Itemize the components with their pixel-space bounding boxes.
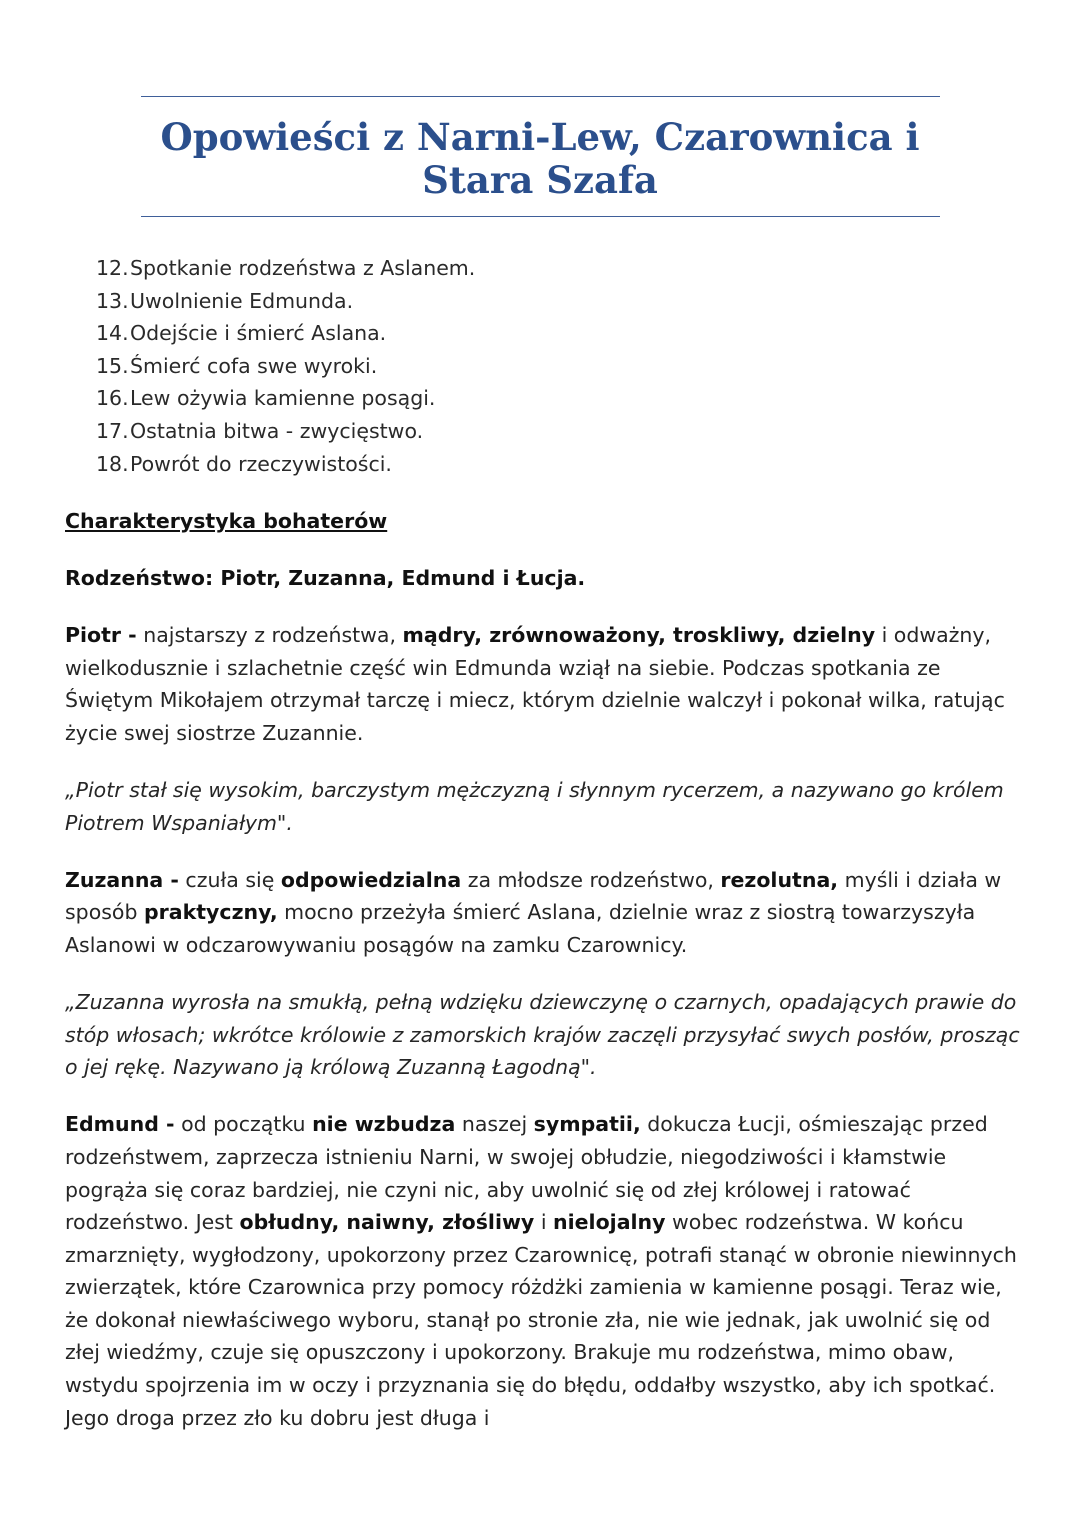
item-number: 18. [96,451,129,476]
item-text: Śmierć cofa swe wyroki. [130,353,378,378]
bold-run: praktyczny, [144,900,278,925]
edmund-name: Edmund - [65,1112,175,1137]
item-text: Ostatnia bitwa - zwycięstwo. [130,418,424,443]
text-run: dokucza Łucji, ośmieszając przed rodzeństwem, zaprzecza istnieniu Narni, w swojej obłudzie, niegodziwości i kłamstwie pogrąża się coraz bardziej, nie czyni nic, aby uwolnić się od złej królowej i ratować rodzeństwo. Jest [65,1112,988,1235]
list-item [96,415,475,448]
list-item [96,382,475,415]
siblings-heading: Rodzeństwo: Piotr, Zuzanna, Edmund i Łucja. [65,566,586,591]
edmund-paragraph [65,1108,1025,1434]
piotr-paragraph [65,619,1025,749]
item-number: 16. [96,386,129,411]
list-item [96,285,475,318]
bold-run: odpowiedzialna [280,867,462,892]
bold-run: mądry, zrównoważony, troskliwy, dzielny [402,623,876,648]
piotr-name: Piotr - [65,623,137,648]
page-title [140,116,940,202]
title-line-1: Opowieści z Narni-Lew, Czarownica i [160,115,920,159]
item-number: 14. [96,321,129,346]
bold-run: obłudny, naiwny, złośliwy [239,1210,535,1235]
text-run: naszej [455,1112,534,1137]
zuzanna-quote: „Zuzanna wyrosła na smukłą, pełną wdzięku dziewczynę o czarnych, opadających prawie do stóp włosach; wkrótce królowie z zamorskich krajów zaczęli przysyłać swych posłów, prosząc o jej rękę. Nazywano ją królową Zuzanną Łagodną". [65,990,1020,1080]
bold-run: nielojalny [553,1210,666,1235]
title-line-2: Stara Szafa [422,158,658,202]
text-run: wobec rodzeństwa. W końcu zmarznięty, wygłodzony, upokorzony przez Czarownicę, potrafi stanąć w obronie niewinnych zwierzątek, które Czarownica przy pomocy różdżki zamienia w kamienne posągi. Teraz wie, że dokonał niewłaściwego wyboru, stanął po stronie zła, nie wie jednak, jak uwolnić się od złej wiedźmy, czuje się opuszczony i upokorzony. Brakuje mu rodzeństwa, mimo obaw, wstydu spojrzenia im w oczy i przyznania się do błędu, oddałby wszystko, aby ich spotkać. Jego droga przez zło ku dobru jest długa i [65,1210,1017,1430]
item-text: Uwolnienie Edmunda. [130,288,354,313]
list-item [96,350,475,383]
list-item [96,317,475,350]
title-rule-bottom [141,216,940,217]
item-number: 15. [96,353,129,378]
item-number: 12. [96,256,129,280]
item-text: Odejście i śmierć Aslana. [130,321,387,346]
list-item [96,448,475,481]
bold-run: rezolutna, [720,867,839,892]
item-text: Powrót do rzeczywistości. [130,451,392,476]
zuzanna-paragraph [65,864,1025,962]
main-content [65,505,1025,1459]
text-run: od początku [174,1112,313,1137]
item-text: Lew ożywia kamienne posągi. [130,386,436,411]
bold-run: sympatii, [533,1112,641,1137]
piotr-quote: „Piotr stał się wysokim, barczystym mężczyzną i słynnym rycerzem, a nazywano go królem Piotrem Wspaniałym". [65,778,1004,835]
section-heading: Charakterystyka bohaterów [65,509,388,533]
text-run: mocno przeżyła śmierć Aslana, dzielnie wraz z siostrą towarzyszyła Aslanowi w odczarowywaniu posągów na zamku Czarownicy. [65,900,976,957]
text-run: za młodsze rodzeństwo, [461,867,721,892]
text-run: najstarszy z rodzeństwa, [136,623,403,648]
events-list [96,252,475,480]
item-number: 17. [96,418,129,443]
list-item [96,252,475,285]
item-text: Spotkanie rodzeństwa z Aslanem. [130,256,476,280]
bold-run: nie wzbudza [312,1112,456,1137]
text-run: i odważny, wielkodusznie i szlachetnie część win Edmunda wziął na siebie. Podczas spotkania ze Świętym Mikołajem otrzymał tarczę i miecz, którym dzielnie walczył i pokonał wilka, ratując życie swej siostrze Zuzannie. [65,623,1005,745]
zuzanna-name: Zuzanna - [65,867,179,892]
item-number: 13. [96,288,129,313]
text-run: myśli i działa w sposób [65,867,1002,925]
text-run: czuła się [178,867,281,892]
text-run: i [534,1210,554,1235]
title-rule-top [141,96,940,97]
